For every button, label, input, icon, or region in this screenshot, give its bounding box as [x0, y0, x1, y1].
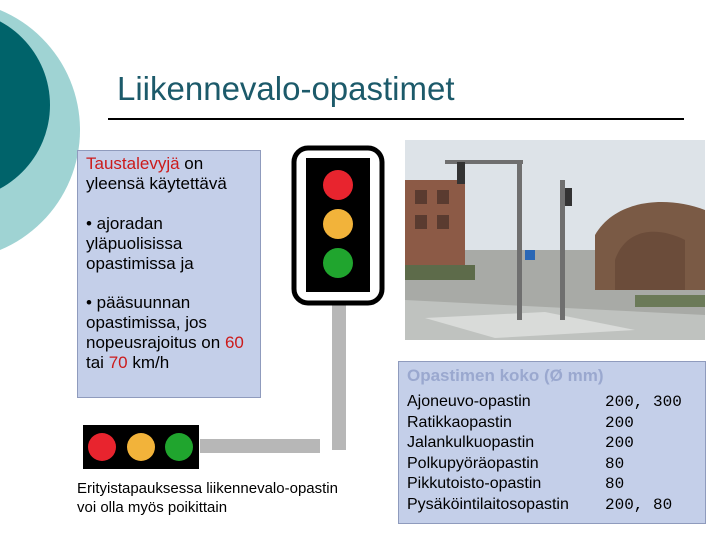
note-line-1 [86, 154, 252, 174]
note-bullet-2 [86, 293, 252, 373]
signal-name: Polkupyöräopastin [407, 454, 539, 472]
note-bullet-2-text: • pääsuunnan opastimissa, jos nopeusrajoitus on [86, 293, 221, 352]
caption: Erityistapauksessa liikennevalo-opastin voi olla myös poikittain [77, 480, 338, 516]
note-bullet-1: • ajoradan yläpuolisissa opastimissa ja [86, 214, 194, 273]
traffic-light-vertical-icon [280, 140, 400, 470]
size-row [407, 392, 682, 413]
slide-title: Liikennevalo-opastimet [117, 70, 455, 107]
speed-70: 70 [108, 353, 128, 372]
size-table-rows [407, 392, 682, 516]
street-intersection-photo [405, 140, 705, 340]
speed-mid: tai [86, 353, 109, 372]
signal-size: 200, 80 [605, 495, 673, 514]
size-row [407, 495, 673, 516]
signal-size: 80 [605, 475, 625, 494]
signal-name: Jalankulkuopastin [407, 434, 535, 452]
note-highlight: Taustalevyjä [86, 154, 180, 173]
size-row [407, 454, 625, 475]
speed-unit: km/h [127, 353, 170, 372]
signal-size: 80 [605, 454, 625, 473]
size-row [407, 433, 634, 454]
speed-60: 60 [224, 333, 244, 352]
signal-size: 200 [605, 413, 634, 432]
signal-name: Pikkutoisto-opastin [407, 475, 542, 493]
note-line-1-rest: on [179, 154, 204, 173]
note-box [77, 150, 261, 398]
title-divider [108, 118, 684, 120]
note-line-2: yleensä käytettävä [86, 174, 227, 193]
size-table [398, 361, 706, 524]
signal-size: 200, 300 [605, 393, 682, 411]
size-row [407, 474, 625, 495]
signal-name: Ajoneuvo-opastin [407, 393, 531, 410]
signal-name: Ratikkaopastin [407, 413, 512, 431]
signal-size: 200 [605, 434, 634, 453]
traffic-light-horizontal-icon [80, 422, 330, 472]
size-table-title: Opastimen koko (Ø mm) [407, 366, 604, 385]
signal-name: Pysäköintilaitosopastin [407, 495, 569, 513]
size-row [407, 413, 634, 434]
